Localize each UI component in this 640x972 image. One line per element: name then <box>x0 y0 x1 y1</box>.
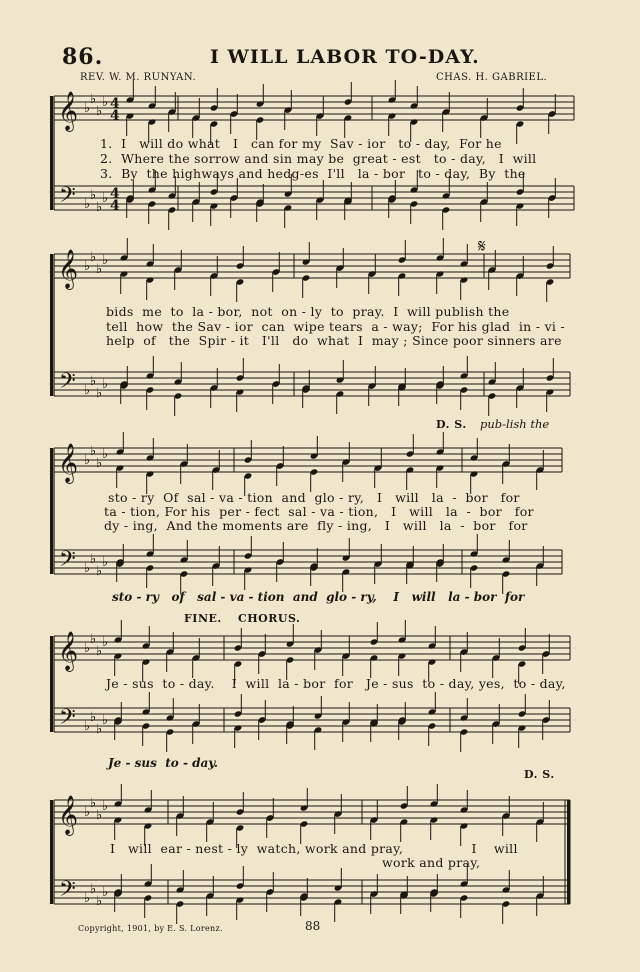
system5-bass-flat-icon: ♭ <box>90 882 97 897</box>
system4-bass-clef-icon: 𝄢 <box>59 705 76 735</box>
system2-treble-flat-icon: ♭ <box>84 259 91 274</box>
time-sig-top: 4 <box>110 186 120 202</box>
system3-treble-flat-icon: ♭ <box>102 447 109 462</box>
system5-brace <box>50 800 53 904</box>
system3-bass-clef-icon: 𝄢 <box>59 547 76 577</box>
ds-label-s2: D. S. <box>436 418 467 431</box>
time-sig-bottom: 4 <box>110 198 120 214</box>
system4-bass-flat-icon: ♭ <box>90 710 97 725</box>
system3-treble-flat-icon: ♭ <box>84 453 91 468</box>
system4-bass-flat-icon: ♭ <box>102 713 109 728</box>
lyric-s3-verse2: ta - tion, For his per - fect sal - va - tion, I will la - bor for <box>104 504 534 519</box>
hymn-title: I WILL LABOR TO-DAY. <box>210 46 480 68</box>
ds-marker-s4: D. S. <box>524 768 555 781</box>
system4-treble-flat-icon: ♭ <box>90 632 97 647</box>
system5-treble-flat-icon: ♭ <box>90 796 97 811</box>
lyric-s3-verse1: sto - ry Of sal - va - tion and glo - ry, I will la - bor for <box>108 490 520 505</box>
ds-text-s2: pub-lish the <box>480 417 550 431</box>
author-credit: REV. W. M. RUNYAN. <box>80 72 197 83</box>
system5-bass-flat-icon: ♭ <box>102 885 109 900</box>
lyric-s3-bass: sto - ry of sal - va - tion and glo - ry, I will la - bor for <box>112 590 525 604</box>
lyric-s2-verse3: help of the Spir - it I'll do what I may ; Since poor sinners are <box>106 333 562 348</box>
system1-bass-flat-icon: ♭ <box>96 200 103 215</box>
system4-bass-flat-icon: ♭ <box>84 719 91 734</box>
system1-treble-flat-icon: ♭ <box>90 92 97 107</box>
time-sig-bottom: 4 <box>110 108 120 124</box>
system4-brace <box>50 636 53 732</box>
system2-treble-clef-icon: 𝄞 <box>58 249 79 289</box>
system2-bass-flat-icon: ♭ <box>102 377 109 392</box>
system5-treble-flat-icon: ♭ <box>84 805 91 820</box>
lyric-s2-verse2: tell how the Sav - ior can wipe tears a - way; For his glad in - vi - <box>106 319 566 334</box>
chorus-marker: CHORUS. <box>238 612 301 625</box>
system5-treble-clef-icon: 𝄞 <box>58 795 79 835</box>
composer-credit: CHAS. H. GABRIEL. <box>436 72 548 83</box>
system5-bass-clef-icon: 𝄢 <box>59 877 76 907</box>
copyright-notice: Copyright, 1901, by E. S. Lorenz. <box>78 924 223 933</box>
system2-bass-flat-icon: ♭ <box>84 383 91 398</box>
page-number: 88 <box>305 919 321 933</box>
system4-treble-flat-icon: ♭ <box>84 641 91 656</box>
system1-bass-clef-icon: 𝄢 <box>59 183 76 213</box>
system4-treble-clef-icon: 𝄞 <box>58 631 79 671</box>
system2-brace <box>50 254 53 396</box>
lyric-s3-verse3: dy - ing, And the moments are fly - ing, I will la - bor for <box>104 518 528 533</box>
system1-bass-flat-icon: ♭ <box>102 191 109 206</box>
hymn-number: 86. <box>62 44 104 70</box>
lyric-s2-verse1: bids me to la - bor, not on - ly to pray. I will publish the <box>106 304 510 319</box>
system5-bass-flat-icon: ♭ <box>84 891 91 906</box>
system4-treble-flat-icon: ♭ <box>102 635 109 650</box>
lyric-s1-verse2: 2. Where the sorrow and sin may be great - est to - day, I will <box>100 151 537 166</box>
lyric-s1-verse3: 3. By the highways and hedg-es I'll la - bor to - day, By the <box>100 166 526 181</box>
system3-treble-flat-icon: ♭ <box>90 444 97 459</box>
lyric-s1-verse1: 1. I will do what I can for my Sav - ior to - day, For he <box>100 136 502 151</box>
time-sig-top: 4 <box>110 96 120 112</box>
system5-bass-flat-icon: ♭ <box>96 894 103 909</box>
system2-treble-flat-icon: ♭ <box>96 262 103 277</box>
system3-treble-clef-icon: 𝄞 <box>58 443 79 483</box>
system3-bass-flat-icon: ♭ <box>96 564 103 579</box>
lyric-s4-treble: Je - sus to - day. I will la - bor for Je - sus to - day, yes, to - day, <box>106 676 566 691</box>
system3-brace <box>50 448 53 574</box>
system1-treble-clef-icon: 𝄞 <box>58 91 79 131</box>
system5-treble-flat-icon: ♭ <box>96 808 103 823</box>
system1-bass-flat-icon: ♭ <box>84 197 91 212</box>
system1-brace <box>50 96 53 210</box>
segno-icon: 𝄋 <box>478 236 486 257</box>
final-barline-thick <box>567 800 571 904</box>
system1-treble-flat-icon: ♭ <box>102 95 109 110</box>
system2-treble-flat-icon: ♭ <box>90 250 97 265</box>
system2-bass-flat-icon: ♭ <box>96 386 103 401</box>
system4-treble-flat-icon: ♭ <box>96 644 103 659</box>
system2-treble-flat-icon: ♭ <box>102 253 109 268</box>
system1-bass-flat-icon: ♭ <box>90 188 97 203</box>
lyric-s5-bass: work and pray, <box>382 855 481 870</box>
lyric-s5-treble: I will ear - nest - ly watch, work and pray, I will <box>110 841 518 856</box>
system3-bass-flat-icon: ♭ <box>90 552 97 567</box>
system4-bass-flat-icon: ♭ <box>96 722 103 737</box>
system2-bass-flat-icon: ♭ <box>90 374 97 389</box>
system3-bass-flat-icon: ♭ <box>84 561 91 576</box>
fine-marker: FINE. <box>184 612 222 625</box>
system1-treble-flat-icon: ♭ <box>84 101 91 116</box>
system2-bass-clef-icon: 𝄢 <box>59 369 76 399</box>
system3-treble-flat-icon: ♭ <box>96 456 103 471</box>
system5-treble-flat-icon: ♭ <box>102 799 109 814</box>
system1-treble-flat-icon: ♭ <box>96 104 103 119</box>
system3-bass-flat-icon: ♭ <box>102 555 109 570</box>
lyric-s4-bass: Je - sus to - day. <box>108 756 219 770</box>
